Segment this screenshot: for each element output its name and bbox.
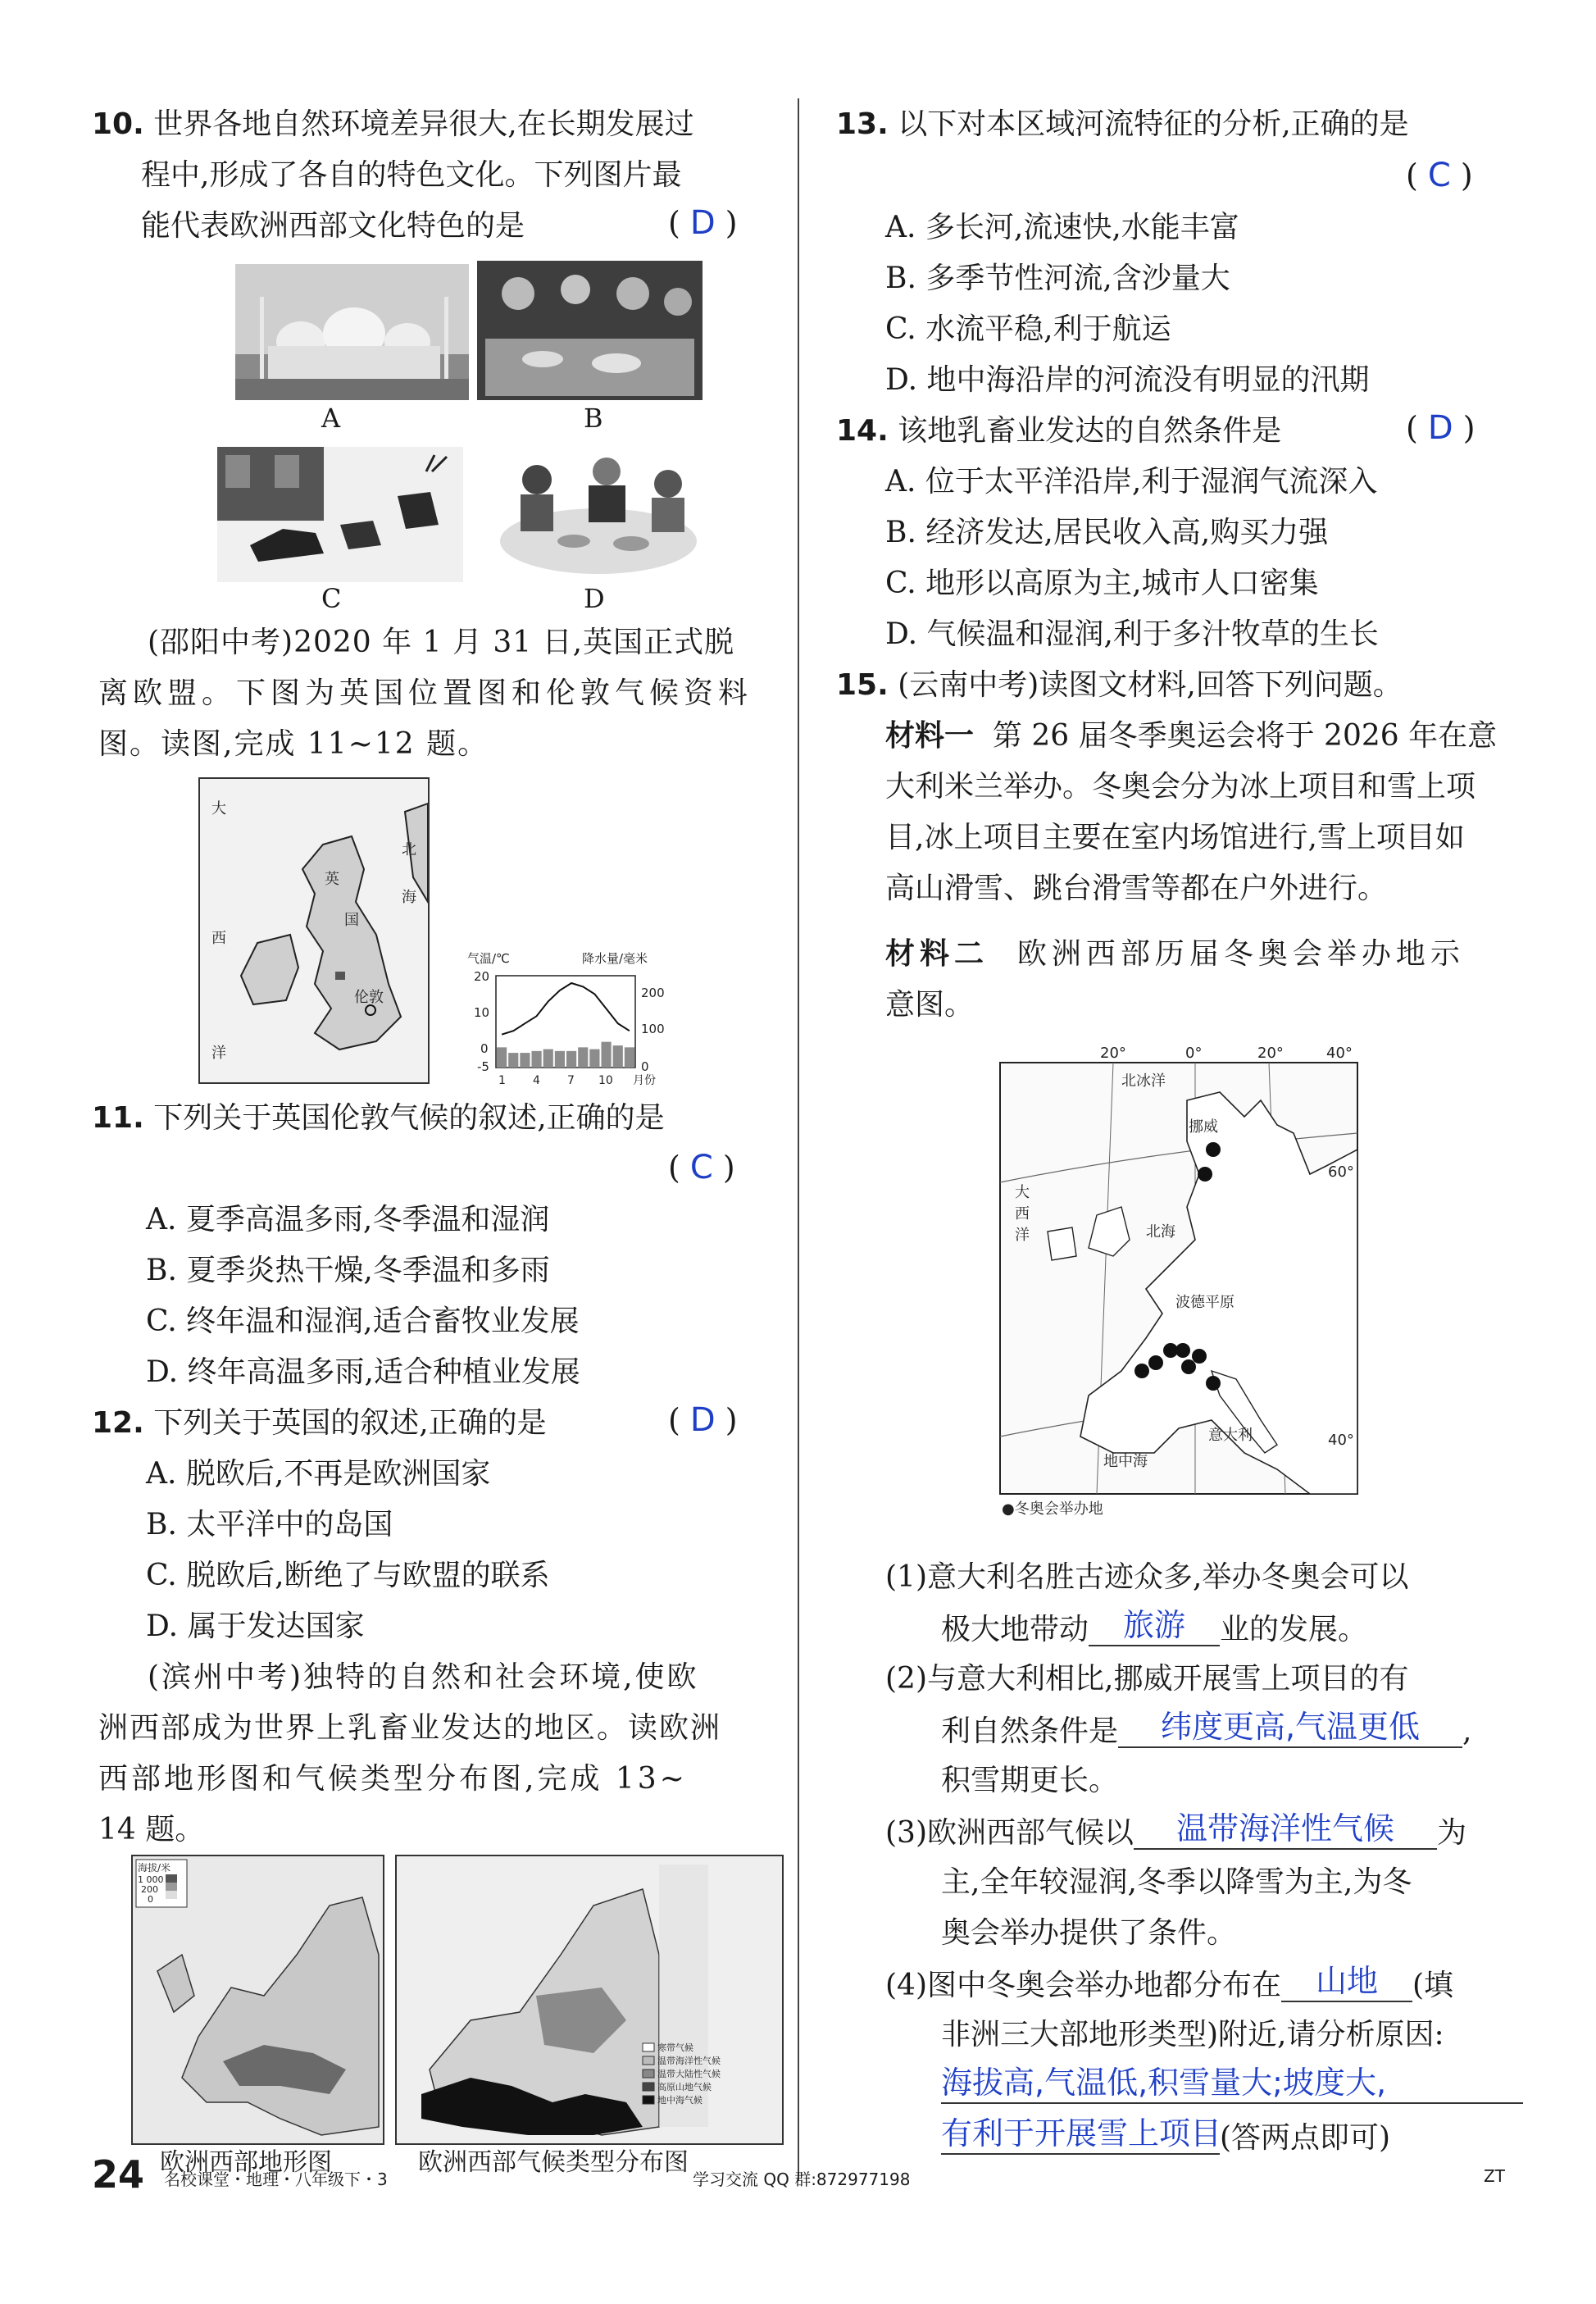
map-label-mediterranean: 地中海 xyxy=(1103,1453,1148,1470)
uk-map-label-da: 大 xyxy=(211,800,226,817)
q13-answer: C xyxy=(1427,157,1451,194)
olympic-host-dot xyxy=(1192,1349,1207,1364)
xtick-1: 1 xyxy=(498,1074,506,1087)
q11-option-d: D. 终年高温多雨,适合种植业发展 xyxy=(146,1355,580,1389)
map-legend: ●冬奥会举办地 xyxy=(1002,1500,1103,1518)
page-number: 24 xyxy=(92,2152,145,2197)
xtick-4: 4 xyxy=(533,1074,540,1087)
q14-answer: D xyxy=(1427,409,1453,447)
q12-option-d: D. 属于发达国家 xyxy=(146,1610,365,1643)
uk-map-label-xi: 西 xyxy=(211,930,226,947)
q15-p3-blank xyxy=(1134,1810,1437,1850)
map-lon-20e: 20° xyxy=(1257,1045,1284,1062)
photo-b-label: B xyxy=(584,403,603,434)
intro2-line3: 西部地形图和气候类型分布图,完成 13~ xyxy=(98,1762,688,1796)
precip-bar-8 xyxy=(578,1047,588,1068)
ytick-left-0: 0 xyxy=(480,1041,489,1056)
chart-bars xyxy=(497,1042,634,1068)
q11-answer: C xyxy=(689,1149,713,1186)
q15-p4-blank3 xyxy=(941,2115,1220,2155)
q10-answer: D xyxy=(689,204,716,242)
q15-p4-tail: (答两点即可) xyxy=(1220,2121,1391,2155)
photo-a-label: A xyxy=(321,403,341,434)
footer-qq-group: 学习交流 QQ 群:872977198 xyxy=(693,2170,911,2189)
photo-b-dinner xyxy=(477,261,703,400)
precip-bar-4 xyxy=(532,1051,542,1068)
q15-p3-post: 为 xyxy=(1437,1816,1467,1850)
terrain-legend-200: 200 xyxy=(141,1884,158,1895)
q15-p1-blank xyxy=(1089,1607,1220,1646)
q10-number: 10. xyxy=(92,107,144,141)
q10-line2: 程中,形成了各自的特色文化。下列图片最 xyxy=(141,158,682,192)
precip-bar-3 xyxy=(520,1053,530,1068)
uk-map-label-ying: 英 xyxy=(325,871,339,888)
ytick-right-100: 100 xyxy=(641,1022,665,1036)
q14-number: 14. xyxy=(836,414,889,448)
olympic-host-dot xyxy=(1198,1167,1212,1182)
precip-bar-11 xyxy=(613,1045,623,1068)
map-label-xi: 西 xyxy=(1015,1205,1030,1223)
q11-number: 11. xyxy=(92,1101,144,1135)
intro1-line2: 离欧盟。下图为英国位置图和伦敦气候资料 xyxy=(98,676,753,710)
column-divider xyxy=(798,98,799,2181)
temperature-line xyxy=(502,983,630,1035)
precip-bar-10 xyxy=(602,1042,612,1068)
q15-p2-blank xyxy=(1118,1709,1462,1748)
q12-option-a: A. 脱欧后,不再是欧洲国家 xyxy=(146,1457,491,1491)
olympic-host-dot xyxy=(1175,1343,1190,1358)
q10-line1: 世界各地自然环境差异很大,在长期发展过 xyxy=(153,107,694,141)
q14-option-a: A. 位于太平洋沿岸,利于湿润气流深入 xyxy=(885,465,1378,499)
uk-location-map xyxy=(198,777,430,1084)
map-label-polish-plain: 波德平原 xyxy=(1175,1294,1235,1311)
olympics-map-svg xyxy=(998,1043,1359,1535)
uk-map-label-bei: 北 xyxy=(402,841,416,858)
climate-type-map-caption: 欧洲西部气候类型分布图 xyxy=(418,2148,689,2177)
q12-answer-paren: ( D ) xyxy=(668,1401,738,1439)
q15-material1-line3: 目,冰上项目主要在室内场馆进行,雪上项目如 xyxy=(885,821,1465,854)
q12-answer: D xyxy=(689,1401,716,1439)
map-lat-40: 40° xyxy=(1328,1432,1354,1449)
q15-material2-line1: 欧洲西部历届冬奥会举办地示 xyxy=(1016,937,1465,971)
q15-material2-label: 材料二 xyxy=(885,937,989,971)
chart-ylabel-right: 降水量/毫米 xyxy=(582,951,648,966)
map-label-da: 大 xyxy=(1015,1184,1030,1201)
q14-answer-paren: ( D ) xyxy=(1406,409,1476,447)
terrain-legend-0: 0 xyxy=(148,1894,153,1905)
climate-type-map-svg xyxy=(397,1856,782,2143)
q11-answer-paren: ( C ) xyxy=(668,1149,735,1186)
q15-p4-post: (填 xyxy=(1412,1969,1454,2002)
ytick-left-minus5: -5 xyxy=(477,1059,489,1074)
terrain-map-caption: 欧洲西部地形图 xyxy=(160,2148,332,2177)
xtick-7: 7 xyxy=(567,1074,575,1087)
precip-bar-5 xyxy=(543,1050,553,1068)
footer-book-title: 名校课堂・地理・八年级下・3 xyxy=(164,2170,388,2189)
intro1-line1: (邵阳中考)2020 年 1 月 31 日,英国正式脱 xyxy=(148,626,735,659)
uk-map-label-yang: 洋 xyxy=(211,1045,226,1062)
winter-olympics-map xyxy=(998,1043,1359,1535)
photo-d-label: D xyxy=(584,583,605,614)
q13-stem: 以下对本区域河流特征的分析,正确的是 xyxy=(898,107,1409,141)
q15-p1-post: 业的发展。 xyxy=(1220,1613,1368,1646)
climate-legend-3: 温带大陆性气候 xyxy=(657,2069,721,2079)
ytick-right-200: 200 xyxy=(641,986,665,1000)
precip-bar-9 xyxy=(589,1050,599,1068)
q15-p1-answer: 旅游 xyxy=(1123,1607,1186,1643)
precip-bar-12 xyxy=(625,1047,634,1068)
chart-ylabel-left: 气温/℃ xyxy=(467,951,510,966)
map-label-italy: 意大利 xyxy=(1208,1427,1253,1444)
q15-p3-answer: 温带海洋性气候 xyxy=(1175,1810,1394,1846)
q13-option-d: D. 地中海沿岸的河流没有明显的汛期 xyxy=(885,363,1370,397)
uk-map-label-hai: 海 xyxy=(402,889,416,906)
map-label-yang: 洋 xyxy=(1015,1227,1030,1244)
intro1-line3: 图。读图,完成 11~12 题。 xyxy=(98,727,489,761)
olympic-host-dot xyxy=(1206,1142,1221,1157)
q15-p1-line1: (1)意大利名胜古迹众多,举办冬奥会可以 xyxy=(885,1560,1409,1594)
mosque-illustration xyxy=(235,264,469,400)
q13-number: 13. xyxy=(836,107,889,141)
q12-option-b: B. 太平洋中的岛国 xyxy=(146,1508,393,1541)
footer-code: ZT xyxy=(1484,2166,1505,2186)
q13-option-c: C. 水流平稳,利于航运 xyxy=(885,312,1171,346)
reindeer-illustration xyxy=(217,447,463,582)
q13-option-a: A. 多长河,流速快,水能丰富 xyxy=(885,211,1239,244)
terrain-legend-title: 海拔/米 xyxy=(138,1862,171,1874)
q15-material1-label: 材料一 xyxy=(885,719,975,753)
olympic-host-dot xyxy=(1148,1355,1163,1370)
q11-stem: 下列关于英国伦敦气候的叙述,正确的是 xyxy=(153,1101,665,1135)
q14-option-d: D. 气候温和湿润,利于多汁牧草的生长 xyxy=(885,617,1379,651)
q15-p3-line2: 主,全年较湿润,冬季以降雪为主,为冬 xyxy=(941,1865,1412,1899)
olympic-host-dot xyxy=(1134,1364,1149,1378)
q11-option-c: C. 终年温和湿润,适合畜牧业发展 xyxy=(146,1305,580,1338)
q12-number: 12. xyxy=(92,1406,144,1440)
uk-map-label-london: 伦敦 xyxy=(354,989,384,1006)
q11-option-a: A. 夏季高温多雨,冬季温和湿润 xyxy=(146,1203,550,1236)
q14-option-c: C. 地形以高原为主,城市人口密集 xyxy=(885,567,1319,600)
precip-bar-1 xyxy=(497,1047,507,1068)
q15-p4-line2: 非洲三大部地形类型)附近,请分析原因: xyxy=(941,2018,1444,2051)
q15-p4-answer2b: 有利于开展雪上项目 xyxy=(941,2115,1222,2151)
ytick-right-0: 0 xyxy=(641,1059,649,1074)
terrain-map-svg xyxy=(133,1856,383,2143)
climate-chart-svg xyxy=(459,951,676,1091)
terrain-legend-1000: 1 000 xyxy=(138,1874,164,1885)
photo-c-reindeer xyxy=(217,447,463,582)
q15-p1-mid: 极大地带动 xyxy=(941,1613,1089,1646)
photo-c-label: C xyxy=(321,583,342,614)
q14-option-b: B. 经济发达,居民收入高,购买力强 xyxy=(885,516,1329,549)
terrain-map xyxy=(131,1855,384,2145)
map-lon-0: 0° xyxy=(1185,1045,1203,1062)
q15-material1-line2: 大利米兰举办。冬奥会分为冰上项目和雪上项 xyxy=(885,770,1476,804)
london-climate-chart xyxy=(459,951,676,1091)
q15-p3-pre: (3)欧洲西部气候以 xyxy=(885,1816,1134,1850)
q13-option-b: B. 多季节性河流,含沙量大 xyxy=(885,262,1230,295)
map-lon-40e: 40° xyxy=(1326,1045,1353,1062)
uk-map-label-guo: 国 xyxy=(344,912,359,929)
ytick-left-20: 20 xyxy=(474,969,490,984)
xtick-10: 10 xyxy=(598,1074,613,1087)
climate-legend-2: 温带海洋性气候 xyxy=(657,2056,721,2066)
map-lon-20w: 20° xyxy=(1100,1045,1126,1062)
q15-number: 15. xyxy=(836,668,889,702)
q15-material1-line4: 高山滑雪、跳台滑雪等都在户外进行。 xyxy=(885,872,1388,905)
olympic-host-dot xyxy=(1206,1376,1221,1391)
xtick-unit: 月份 xyxy=(633,1074,656,1087)
q15-p4-answer: 山地 xyxy=(1315,1963,1378,1999)
intro2-line2: 洲西部成为世界上乳畜业发达的地区。读欧洲 xyxy=(98,1711,722,1745)
climate-legend-5: 地中海气候 xyxy=(657,2095,703,2106)
q15-p2-answer: 纬度更高,气温更低 xyxy=(1160,1709,1421,1745)
q15-stem: (云南中考)读图文材料,回答下列问题。 xyxy=(898,668,1403,702)
q15-p4-blank xyxy=(1281,1963,1412,2002)
uk-map-svg xyxy=(200,779,428,1082)
ytick-left-10: 10 xyxy=(474,1005,490,1020)
map-label-arctic: 北冰洋 xyxy=(1121,1072,1166,1090)
q15-p4-pre: (4)图中冬奥会举办地都分布在 xyxy=(885,1969,1281,2002)
western-dinner-illustration xyxy=(492,447,703,578)
q15-p4-answer2a: 海拔高,气温低,积雪量大;坡度大, xyxy=(941,2065,1387,2101)
q15-p2-line3: 积雪期更长。 xyxy=(941,1764,1119,1797)
climate-legend-1: 寒带气候 xyxy=(657,2042,693,2053)
precip-bar-6 xyxy=(555,1051,565,1068)
photo-d-western-dinner xyxy=(492,447,703,578)
photo-a-mosque xyxy=(235,264,469,400)
climate-type-map xyxy=(395,1855,784,2145)
q15-p3-line3: 奥会举办提供了条件。 xyxy=(941,1916,1237,1950)
precip-bar-7 xyxy=(566,1051,576,1068)
q10-answer-paren: ( D ) xyxy=(668,204,738,242)
intro2-line1: (滨州中考)独特的自然和社会环境,使欧 xyxy=(148,1660,699,1694)
q15-material2-line2: 意图。 xyxy=(885,988,975,1022)
precip-bar-2 xyxy=(508,1053,518,1068)
q12-option-c: C. 脱欧后,断绝了与欧盟的联系 xyxy=(146,1559,550,1592)
q15-p4-blank2 xyxy=(941,2065,1523,2104)
q13-answer-paren: ( C ) xyxy=(1406,157,1473,194)
map-label-north-sea: 北海 xyxy=(1146,1223,1175,1241)
q15-material1-line1: 第 26 届冬季奥运会将于 2026 年在意 xyxy=(992,719,1498,753)
q15-p2-line1: (2)与意大利相比,挪威开展雪上项目的有 xyxy=(885,1662,1409,1696)
q15-p2-post: , xyxy=(1462,1714,1472,1748)
q11-option-b: B. 夏季炎热干燥,冬季温和多雨 xyxy=(146,1254,550,1287)
dinner-illustration xyxy=(477,261,703,400)
q12-stem: 下列关于英国的叙述,正确的是 xyxy=(153,1406,547,1440)
olympic-host-dot xyxy=(1181,1359,1196,1374)
climate-legend-4: 高原山地气候 xyxy=(657,2082,712,2092)
q10-line3: 能代表欧洲西部文化特色的是 xyxy=(141,209,525,243)
intro2-line4: 14 题。 xyxy=(98,1813,205,1846)
map-label-norway: 挪威 xyxy=(1189,1118,1218,1136)
map-lat-60: 60° xyxy=(1328,1163,1354,1181)
q15-p2-mid: 利自然条件是 xyxy=(941,1714,1119,1748)
q14-stem: 该地乳畜业发达的自然条件是 xyxy=(898,414,1282,448)
